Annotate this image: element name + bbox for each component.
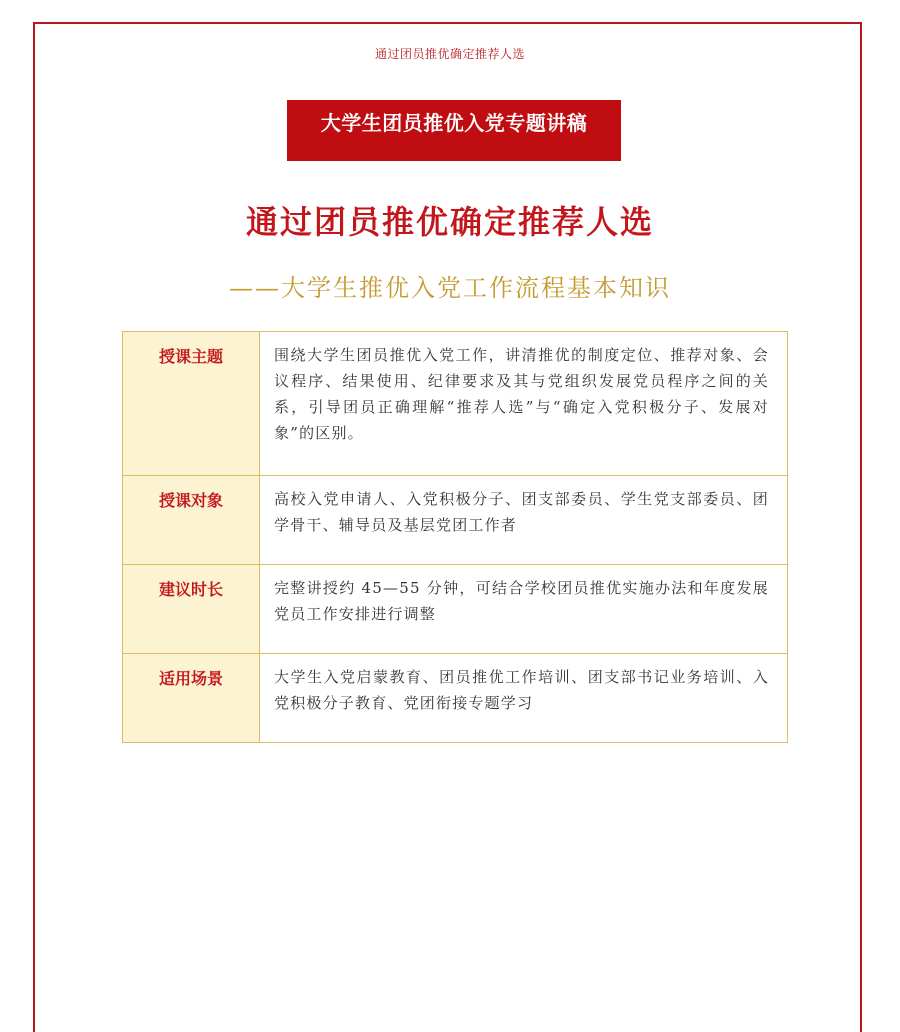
table-row xyxy=(123,565,788,654)
row-content-duration: 完整讲授约 45—55 分钟，可结合学校团员推优实施办法和年度发展党员工作安排进行调整 xyxy=(260,565,788,654)
row-label-topic: 授课主题 xyxy=(123,332,260,476)
row-label-audience: 授课对象 xyxy=(123,476,260,565)
row-label-duration: 建议时长 xyxy=(123,565,260,654)
table-row xyxy=(123,476,788,565)
page-subtitle: ——大学生推优入党工作流程基本知识 xyxy=(229,274,671,302)
table-row xyxy=(123,654,788,743)
topic-banner: 大学生团员推优入党专题讲稿 xyxy=(287,100,621,161)
row-content-audience: 高校入党申请人、入党积极分子、团支部委员、学生党支部委员、团学骨干、辅导员及基层党团工作者 xyxy=(260,476,788,565)
page-title: 通过团员推优确定推荐人选 xyxy=(245,203,654,241)
course-info-table xyxy=(122,331,788,743)
table-row xyxy=(123,332,788,476)
row-content-topic: 围绕大学生团员推优入党工作，讲清推优的制度定位、推荐对象、会议程序、结果使用、纪律要求及其与党组织发展党员程序之间的关系，引导团员正确理解“推荐人选”与“确定入党积极分子、发展对象”的区别。 xyxy=(260,332,788,476)
running-header: 通过团员推优确定推荐人选 xyxy=(374,47,525,61)
row-label-scenario: 适用场景 xyxy=(123,654,260,743)
row-content-scenario: 大学生入党启蒙教育、团员推优工作培训、团支部书记业务培训、入党积极分子教育、党团衔接专题学习 xyxy=(260,654,788,743)
